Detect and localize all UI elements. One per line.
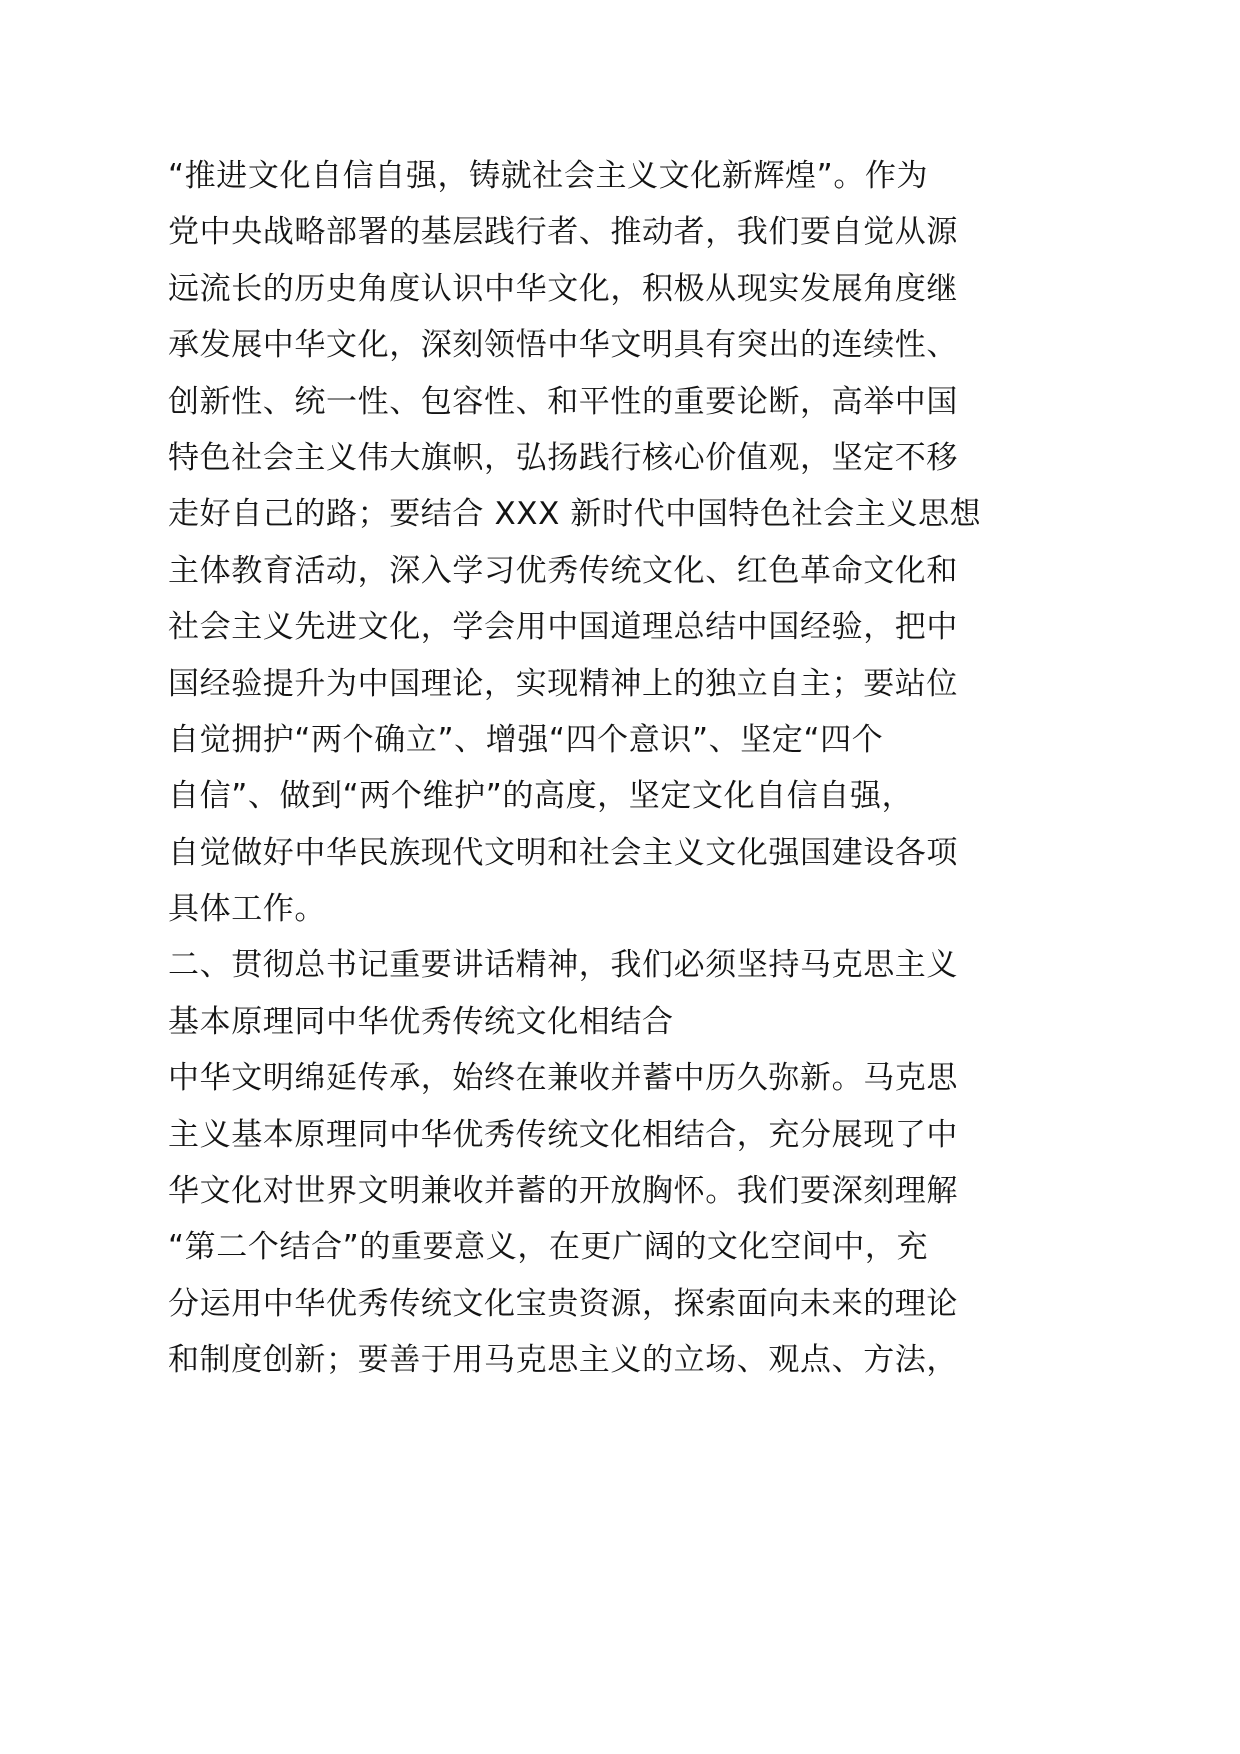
text-line: 具体工作。: [168, 891, 326, 928]
text-line: 远流长的历史角度认识中华文化，积极从现实发展角度继: [168, 270, 958, 307]
text-line: 主体教育活动，深入学习优秀传统文化、红色革命文化和: [168, 552, 958, 589]
text-line: 华文化对世界文明兼收并蓄的开放胸怀。我们要深刻理解: [168, 1173, 958, 1210]
text-line: 自信”、做到“两个维护”的高度，坚定文化自信自强，: [168, 778, 914, 815]
text-line: 中华文明绵延传承，始终在兼收并蓄中历久弥新。马克思: [168, 1060, 958, 1097]
document-body: [168, 148, 982, 1389]
text-line: 自觉拥护“两个确立”、增强“四个意识”、坚定“四个: [168, 721, 884, 758]
text-line: 国经验提升为中国理论，实现精神上的独立自主；要站位: [168, 665, 958, 702]
text-line: “推进文化自信自强，铸就社会主义文化新辉煌”。作为: [168, 158, 929, 194]
text-line: 主义基本原理同中华优秀传统文化相结合，充分展现了中: [168, 1116, 958, 1153]
text-line: 自觉做好中华民族现代文明和社会主义文化强国建设各项: [168, 834, 958, 871]
text-line: 走好自己的路；要结合 XXX 新时代中国特色社会主义思想: [168, 496, 982, 533]
section-heading-line: 二、贯彻总书记重要讲话精神，我们必须坚持马克思主义: [168, 947, 958, 984]
text-line: 创新性、统一性、包容性、和平性的重要论断，高举中国: [168, 383, 958, 420]
text-line: “第二个结合”的重要意义，在更广阔的文化空间中，充: [168, 1229, 929, 1266]
text-line: 分运用中华优秀传统文化宝贵资源，探索面向未来的理论: [168, 1285, 958, 1322]
text-line: 特色社会主义伟大旗帜，弘扬践行核心价值观，坚定不移: [168, 439, 958, 476]
text-line: 和制度创新；要善于用马克思主义的立场、观点、方法，: [168, 1342, 958, 1379]
section-heading-line: 基本原理同中华优秀传统文化相结合: [168, 1003, 674, 1040]
text-line: 承发展中华文化，深刻领悟中华文明具有突出的连续性、: [168, 327, 958, 364]
text-line: 社会主义先进文化，学会用中国道理总结中国经验，把中: [168, 609, 958, 646]
text-line: 党中央战略部署的基层践行者、推动者，我们要自觉从源: [168, 214, 958, 251]
